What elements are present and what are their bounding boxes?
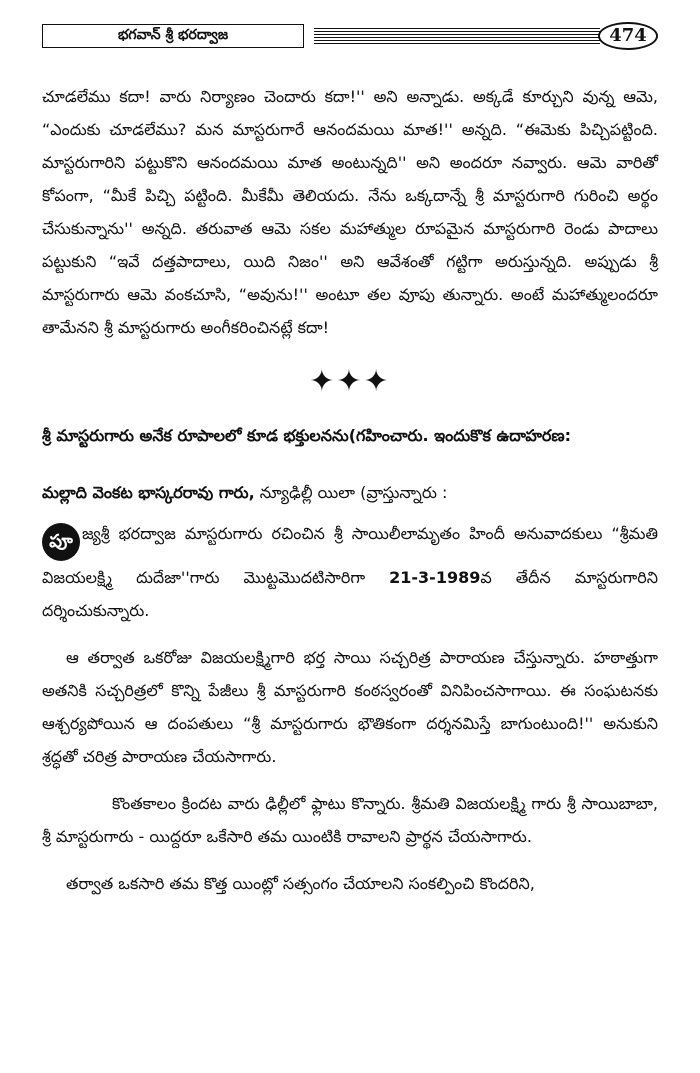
paragraph-5: తర్వాత ఒకసారి తమ కొత్త యింట్లో సత్సంగం చేయాలని సంకల్పించి కొందరిని, (66, 874, 535, 893)
author-name: మల్లాది వెంకట భాస్కరరావు గారు, (42, 483, 255, 502)
dropcap: పూ (42, 523, 80, 561)
paragraph-3: ఆ తర్వాత ఒకరోజు విజయలక్ష్మిగారి భర్త సాయి సచ్చరిత్ర పారాయణ చేస్తున్నారు. హఠాత్తుగా అతనికి సచ్చరిత్రలో కొన్ని పేజీలు శ్రీ మాస్టరుగారి కంఠస్వరంతో వినిపించసాగాయి. ఈ సంఘటనకు ఆశ్చర్యపోయిన ఆ దంపతులు “శ్రీ మాస్టరుగారు భౌతికంగా దర్శనమిస్తే బాగుంటుంది!'' అనుకుని శ్రద్ధతో చరిత్ర పారాయణ చేయసాగారు. (42, 648, 658, 766)
author-line (42, 476, 658, 509)
header-rule-lines (314, 28, 600, 44)
paragraph-1: చూడలేము కదా! వారు నిర్యాణం చెందారు కదా!'' అని అన్నాడు. అక్కడే కూర్చుని వున్న ఆమె, “ఎందుకు చూడలేము? మన మాస్టరుగారే ఆనందమయి మాత!'' అన్నది. “ఈమెకు పిచ్చిపట్టింది. మాస్టరుగారిని పట్టుకొని ఆనందమయి మాత అంటున్నది'' అని అందరూ నవ్వారు. ఆమె వారితో కోపంగా, “మీకే పిచ్చి పట్టింది. మీకేమీ తెలియదు. నేను ఒక్కదాన్నే శ్రీ మాస్టరుగారి గురించి అర్థం చేసుకున్నాను'' అన్నది. తరువాత ఆమె సకల మహాత్ముల రూపమైన మాస్టరుగారి రెండు పాదాలు పట్టుకుని “ఇవే దత్తపాదాలు, యిది నిజం'' అని ఆవేశంతో గట్టిగా అరుస్తున్నది. అప్పుడు శ్రీ మాస్టరుగారు ఆమె వంకచూసి, “అవును!'' అంటూ తల వూపు తున్నారు. అంటే మహాత్ములందరూ తామేనని శ్రీ మాస్టరుగారు అంగీకరించినట్లే కదా! (42, 87, 658, 337)
paragraph-2 (42, 517, 658, 627)
section-ornament: ✦✦✦ (309, 364, 391, 399)
author-line-rest: న్యూఢిల్లీ యిలా (వ్రాస్తున్నారు : (254, 483, 448, 502)
visit-date: 21-3-1989 (389, 568, 481, 587)
page-number: 474 (598, 22, 658, 50)
book-title: భగవాన్ శ్రీ భరద్వాజ (42, 24, 304, 48)
paragraph-2-end: వ తేదీన మాస్టరుగారిని దర్శించుకున్నారు. (42, 568, 658, 620)
section-heading: శ్రీ మాస్టరుగారు అనేక రూపాలలో కూడ భక్తులనను(గహించారు. ఇందుకొక ఉదాహరణ: (42, 426, 572, 445)
paragraph-4: కొంతకాలం క్రిందట వారు ఢిల్లీలో ఫ్లాటు కొన్నారు. శ్రీమతి విజయలక్ష్మి గారు శ్రీ సాయిబాబా, శ్రీ మాస్టరుగారు - యిద్దరూ ఒకేసారి తమ యింటికి రావాలని ప్రార్థన చేయసాగారు. (42, 794, 658, 846)
page-content (42, 80, 658, 900)
page-header (42, 22, 660, 52)
paragraph-2-text: జ్యశ్రీ భరద్వాజ మాస్టరుగారు రచించిన శ్రీ సాయిలీలామృతం హిందీ అనువాదకులు “శ్రీమతి విజయలక్ష్మి దుదేజా''గారు మొట్టమొదటిసారిగా (42, 524, 658, 587)
